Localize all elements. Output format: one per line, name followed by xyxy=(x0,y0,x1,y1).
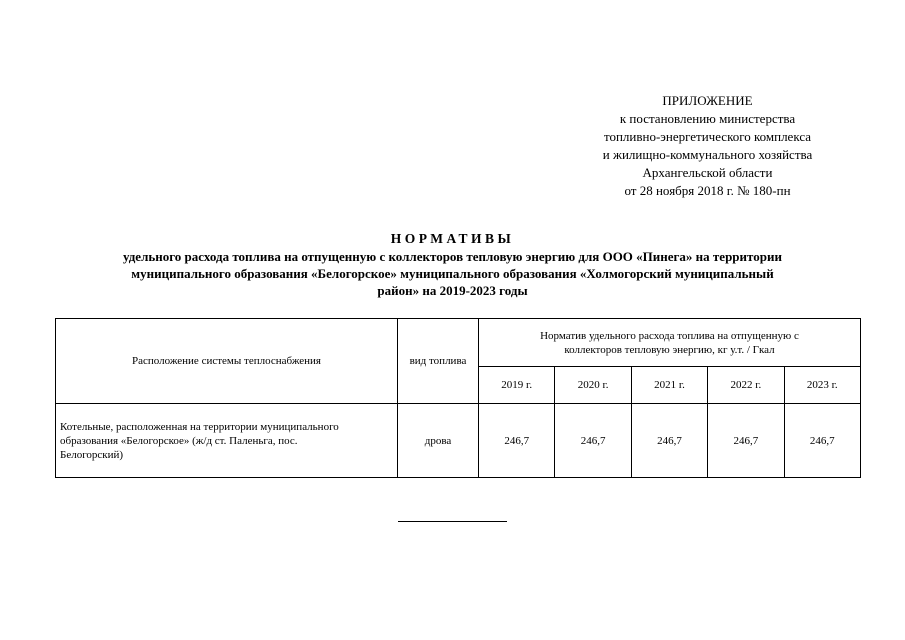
header-year: 2021 г. xyxy=(631,367,707,404)
header-year: 2023 г. xyxy=(784,367,860,404)
norms-table xyxy=(55,318,861,478)
header-year: 2022 г. xyxy=(708,367,784,404)
header-location: Расположение системы теплоснабжения xyxy=(56,319,398,404)
header-year: 2019 г. xyxy=(479,367,555,404)
header-norm-line: Норматив удельного расхода топлива на отпущенную с xyxy=(540,329,799,342)
header-fuel: вид топлива xyxy=(398,319,479,404)
appendix-title: ПРИЛОЖЕНИЕ xyxy=(662,93,753,108)
cell-location xyxy=(56,404,398,478)
table-header-row xyxy=(56,319,861,367)
cell-value: 246,7 xyxy=(479,404,555,478)
cell-value: 246,7 xyxy=(555,404,631,478)
location-line: образования «Белогорское» (ж/д ст. Паленьга, пос. xyxy=(60,434,298,447)
appendix-line: и жилищно-коммунального хозяйства xyxy=(602,147,813,162)
cell-value: 246,7 xyxy=(784,404,860,478)
footer-divider xyxy=(398,521,507,522)
title-line: район» на 2019-2023 годы xyxy=(377,283,528,298)
title-line: удельного расхода топлива на отпущенную с коллекторов тепловую энергию для ООО «Пинега» на территории xyxy=(123,249,782,264)
appendix-header xyxy=(560,92,855,200)
header-norm-line: коллекторов тепловую энергию, кг у.т. / Гкал xyxy=(564,343,775,356)
document-title xyxy=(40,230,865,299)
location-line: Котельные, расположенная на территории муниципального xyxy=(60,420,339,433)
title-line: муниципального образования «Белогорское» муниципального образования «Холмогорский муниципальный xyxy=(131,266,774,281)
table-row xyxy=(56,404,861,478)
appendix-date: от 28 ноября 2018 г. № 180-пн xyxy=(624,183,791,198)
location-line: Белогорский) xyxy=(60,448,124,461)
cell-value: 246,7 xyxy=(631,404,707,478)
appendix-line: Архангельской области xyxy=(642,165,773,180)
header-year: 2020 г. xyxy=(555,367,631,404)
cell-fuel: дрова xyxy=(398,404,479,478)
cell-value: 246,7 xyxy=(708,404,784,478)
appendix-line: к постановлению министерства xyxy=(619,111,796,126)
header-norm xyxy=(479,319,861,367)
title-main: НОРМАТИВЫ xyxy=(390,231,515,246)
appendix-line: топливно-энергетического комплекса xyxy=(603,129,812,144)
